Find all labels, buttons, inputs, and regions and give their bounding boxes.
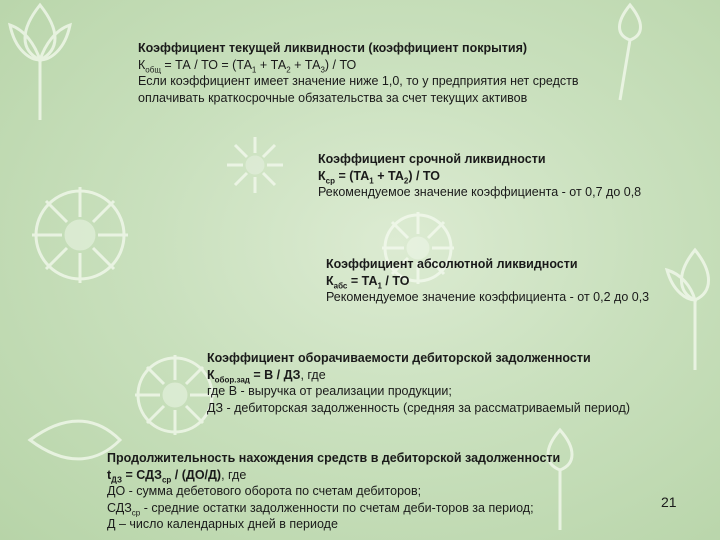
receivables-duration-title: Продолжительность нахождения средств в дебиторской задолженности bbox=[107, 451, 561, 465]
flower-icon bbox=[10, 5, 70, 120]
receivables-duration-block bbox=[107, 450, 560, 533]
receivables-duration-formula: $t_{ДЗ} = СДЗ_{ср} / (ДО/Д)$, где bbox=[107, 467, 247, 484]
current-liquidity-formula: $К_{общ}$ = ТА / ТО = $(ТА_1 + ТА_2 + ТА_3)$ / ТО bbox=[138, 57, 357, 74]
current-liquidity-note-2: оплачивать краткосрочные обязательства за счет текущих активов bbox=[138, 90, 528, 105]
absolute-liquidity-title: Коэффициент абсолютной ликвидности bbox=[326, 257, 578, 271]
daisy-icon bbox=[227, 137, 283, 193]
receivables-turnover-note-1: где В - выручка от реализации продукции; bbox=[207, 384, 452, 398]
absolute-liquidity-note: Рекомендуемое значение коэффициента - от 0,2 до 0,3 bbox=[326, 290, 650, 304]
quick-liquidity-formula: $К_{ср} = (ТА_1 + ТА_2)$ / ТО bbox=[318, 168, 440, 185]
slide-number: 21 bbox=[661, 494, 677, 510]
daisy-icon bbox=[135, 355, 215, 435]
current-liquidity-note-1: Если коэффициент имеет значение ниже 1,0, то у предприятия нет средств bbox=[138, 74, 579, 88]
receivables-turnover-note-2: ДЗ - дебиторская задолженность (средняя за рассматриваемый период) bbox=[207, 400, 630, 415]
receivables-turnover-block bbox=[207, 350, 630, 416]
absolute-liquidity-block bbox=[326, 256, 649, 306]
receivables-duration-note-1: ДО - сумма дебетового оборота по счетам дебиторов; bbox=[107, 484, 422, 498]
flower-icon bbox=[620, 5, 641, 100]
receivables-turnover-title: Коэффициент оборачиваемости дебиторской задолженности bbox=[207, 351, 591, 365]
receivables-duration-note-2: $СДЗ_{ср}$ - средние остатки задолженности по счетам деби-торов за период; bbox=[107, 500, 534, 517]
absolute-liquidity-formula: $К_{абс} = ТА_1$ / ТО bbox=[326, 273, 410, 290]
daisy-icon bbox=[32, 187, 128, 283]
flower-icon bbox=[667, 250, 709, 370]
receivables-turnover-formula: $К_{обор.зад} = В$ / ДЗ, где bbox=[207, 367, 326, 384]
quick-liquidity-title: Коэффициент срочной ликвидности bbox=[318, 152, 546, 166]
current-liquidity-title: Коэффициент текущей ликвидности (коэффициент покрытия) bbox=[138, 41, 528, 55]
current-liquidity-block bbox=[138, 40, 579, 106]
quick-liquidity-note: Рекомендуемое значение коэффициента - от 0,7 до 0,8 bbox=[318, 185, 642, 199]
receivables-duration-note-3: Д – число календарных дней в периоде bbox=[107, 517, 338, 531]
quick-liquidity-block bbox=[318, 151, 641, 201]
